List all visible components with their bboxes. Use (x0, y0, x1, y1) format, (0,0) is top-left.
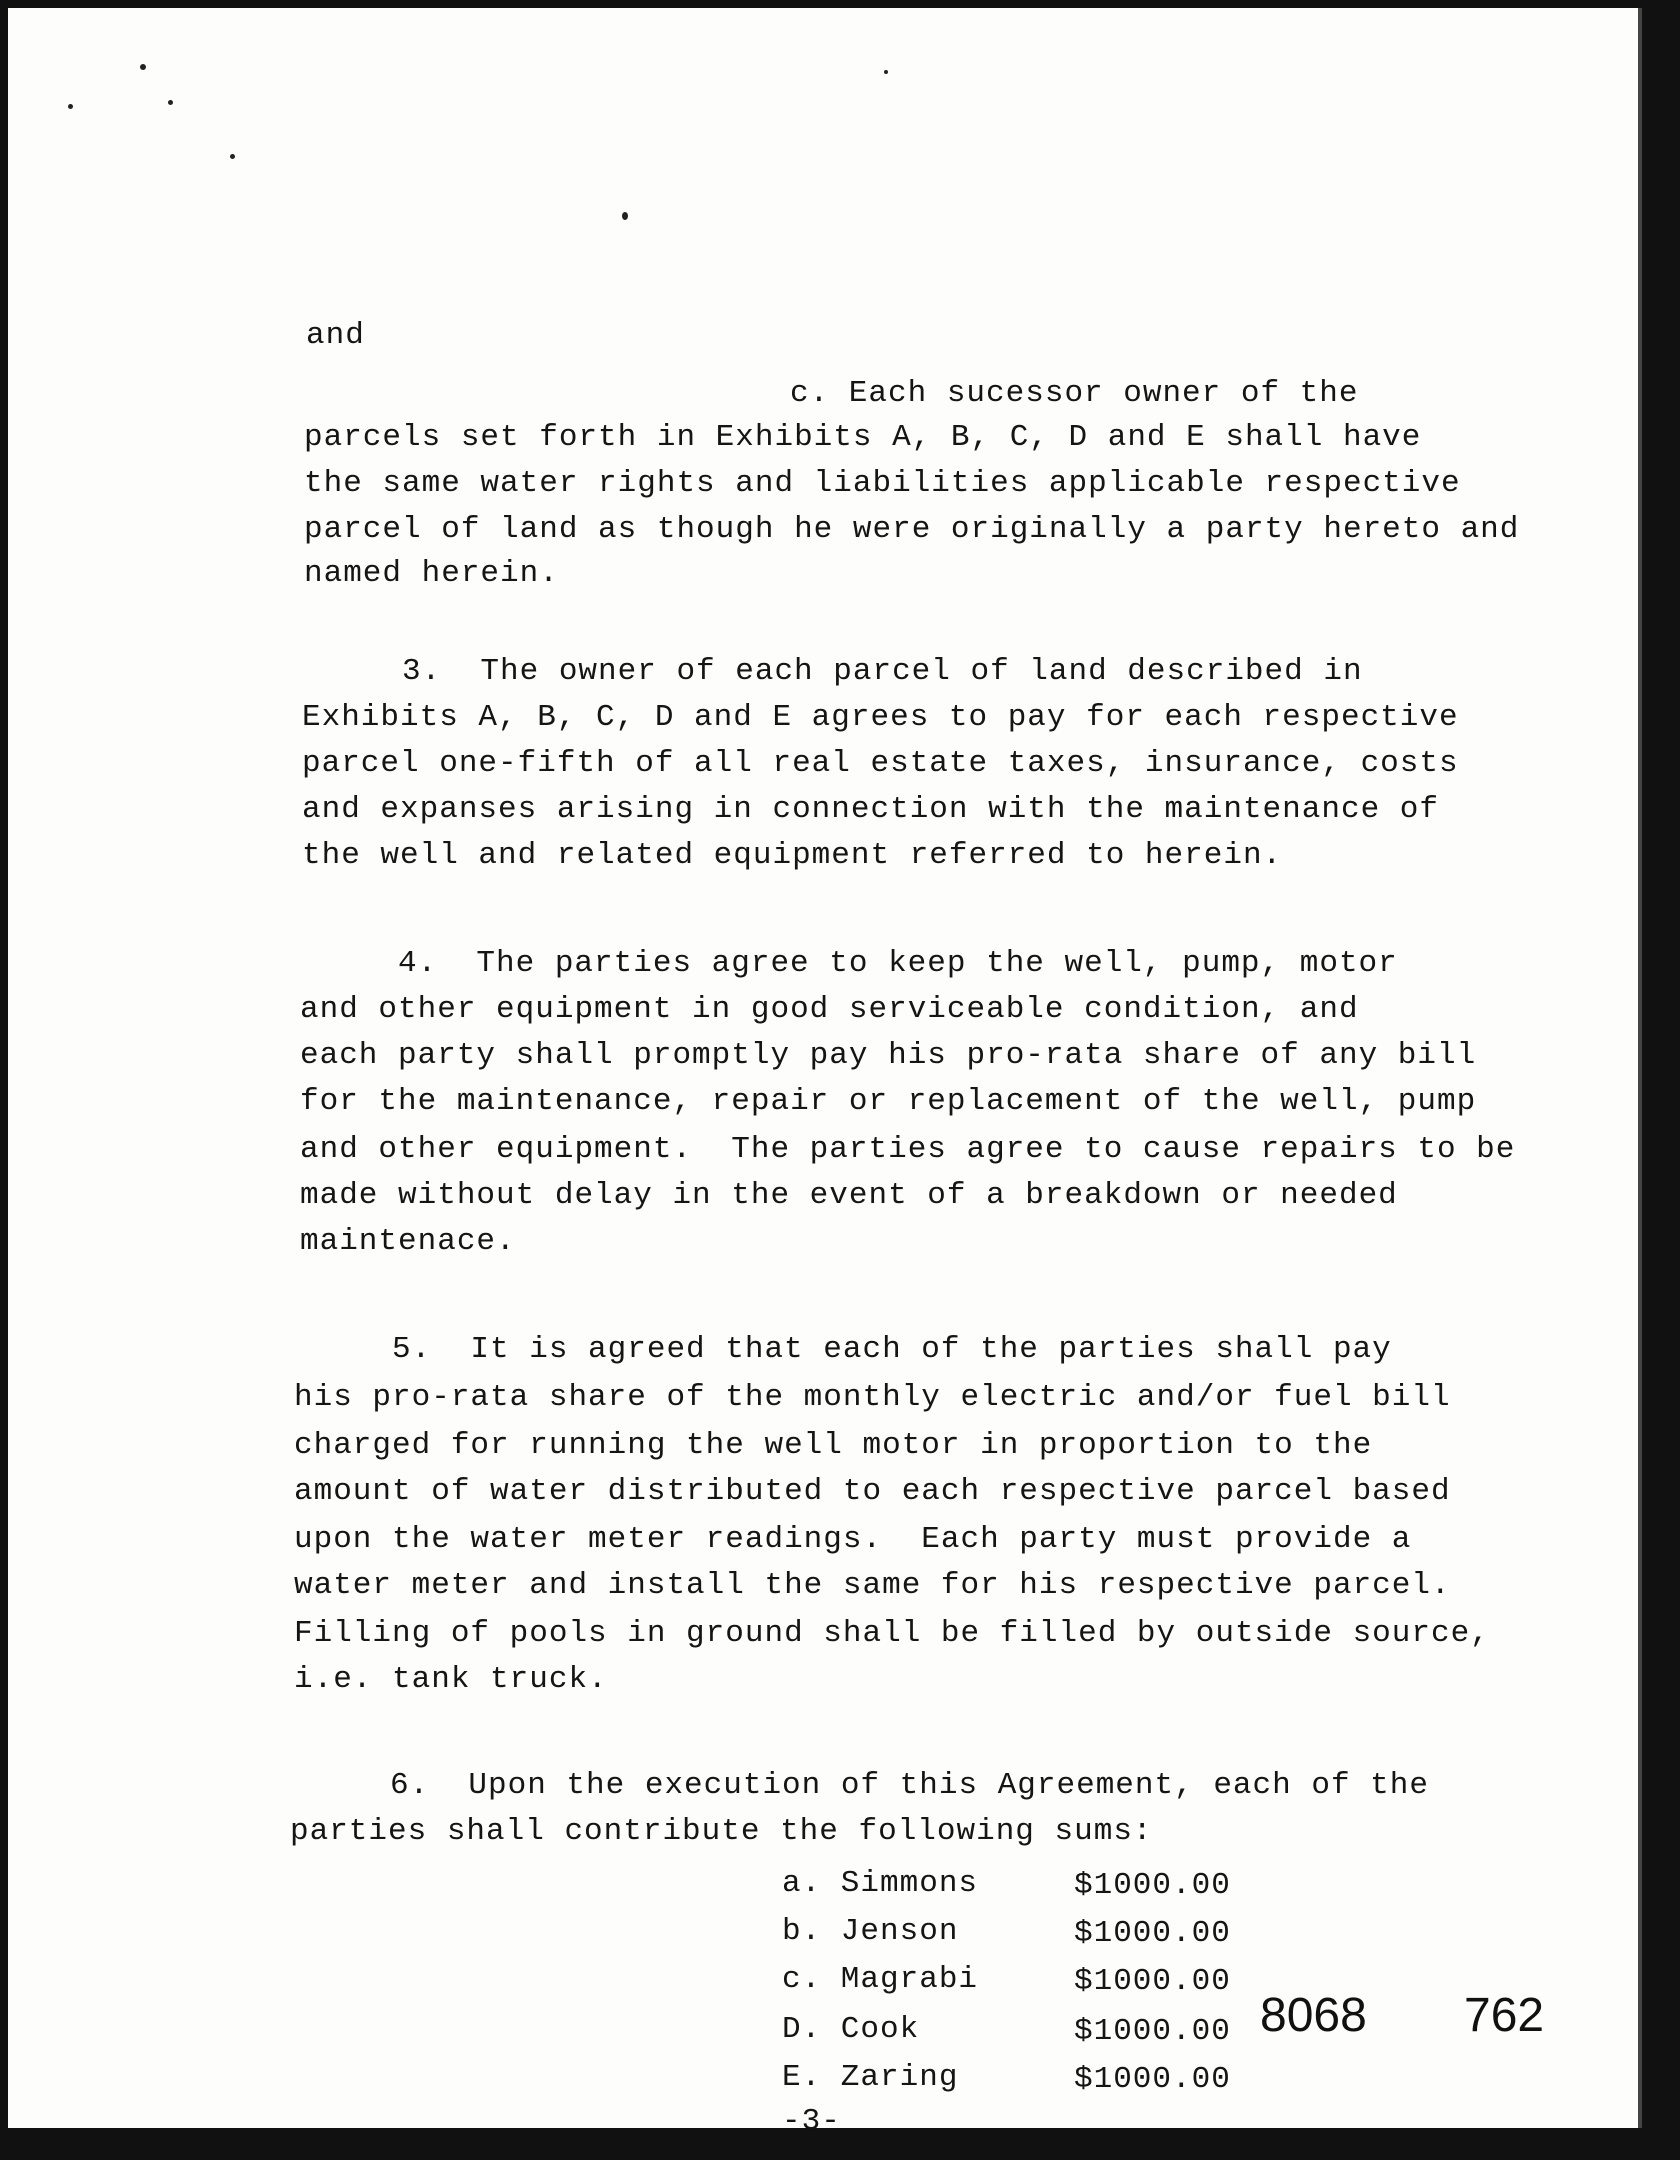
book-reference: 8068 (1260, 1989, 1367, 2042)
scan-speck (68, 104, 73, 109)
text-line: water meter and install the same for his respective parcel. (294, 1568, 1451, 1603)
text-line: the same water rights and liabilities applicable respective (304, 466, 1461, 501)
text-line: parcel of land as though he were originally a party hereto and (304, 512, 1520, 547)
paragraph-4-start: 4. The parties agree to keep the well, pump, motor (398, 946, 1398, 981)
text-line: the well and related equipment referred to herein. (302, 838, 1283, 873)
text-line: made without delay in the event of a breakdown or needed (300, 1178, 1398, 1213)
page-reference: 762 (1464, 1989, 1545, 2042)
text-line: upon the water meter readings. Each party must provide a (294, 1522, 1412, 1557)
document-page (8, 8, 1642, 2139)
text-line: each party shall promptly pay his pro-rata share of any bill (300, 1038, 1477, 1073)
paragraph-5-start: 5. It is agreed that each of the parties shall pay (392, 1332, 1392, 1367)
sum-label-simmons: a. Simmons (782, 1866, 979, 1901)
scan-speck (168, 100, 173, 105)
text-line: parties shall contribute the following sums: (290, 1814, 1153, 1849)
scan-speck (884, 70, 888, 74)
scan-speck (230, 154, 235, 159)
text-line: and expanses arising in connection with the maintenance of (302, 792, 1439, 827)
scan-speck (140, 64, 146, 70)
text-line: parcel one-fifth of all real estate taxes, insurance, costs (302, 746, 1459, 781)
sum-amount-simmons: $1000.00 (1074, 1868, 1231, 1903)
text-line: amount of water distributed to each respective parcel based (294, 1474, 1451, 1509)
sum-amount-magrabi: $1000.00 (1074, 1964, 1231, 1999)
paragraph-3-start: 3. The owner of each parcel of land described in (402, 654, 1363, 689)
text-line: and (306, 318, 365, 353)
text-line: i.e. tank truck. (294, 1662, 608, 1697)
text-line: and other equipment. The parties agree to cause repairs to be (300, 1132, 1516, 1167)
sum-label-jenson: b. Jenson (782, 1914, 959, 1949)
sum-label-magrabi: c. Magrabi (782, 1962, 979, 1997)
sum-label-zaring: E. Zaring (782, 2060, 959, 2095)
text-line: for the maintenance, repair or replacement of the well, pump (300, 1084, 1477, 1119)
sum-amount-jenson: $1000.00 (1074, 1916, 1231, 1951)
sum-amount-zaring: $1000.00 (1074, 2062, 1231, 2097)
text-line: Filling of pools in ground shall be filled by outside source, (294, 1616, 1490, 1651)
text-line: Exhibits A, B, C, D and E agrees to pay for each respective (302, 700, 1459, 735)
paragraph-6-start: 6. Upon the execution of this Agreement, each of the (390, 1768, 1429, 1803)
text-line: his pro-rata share of the monthly electric and/or fuel bill (294, 1380, 1451, 1415)
text-line: named herein. (304, 556, 559, 591)
text-line: charged for running the well motor in proportion to the (294, 1428, 1373, 1463)
text-line: c. Each sucessor owner of the (790, 376, 1359, 411)
sum-amount-cook: $1000.00 (1074, 2014, 1231, 2049)
text-line: and other equipment in good serviceable condition, and (300, 992, 1359, 1027)
page-number: -3- (782, 2104, 841, 2139)
text-line: parcels set forth in Exhibits A, B, C, D and E shall have (304, 420, 1422, 455)
scan-speck (622, 212, 628, 220)
sum-label-cook: D. Cook (782, 2012, 920, 2047)
text-line: maintenace. (300, 1224, 516, 1259)
